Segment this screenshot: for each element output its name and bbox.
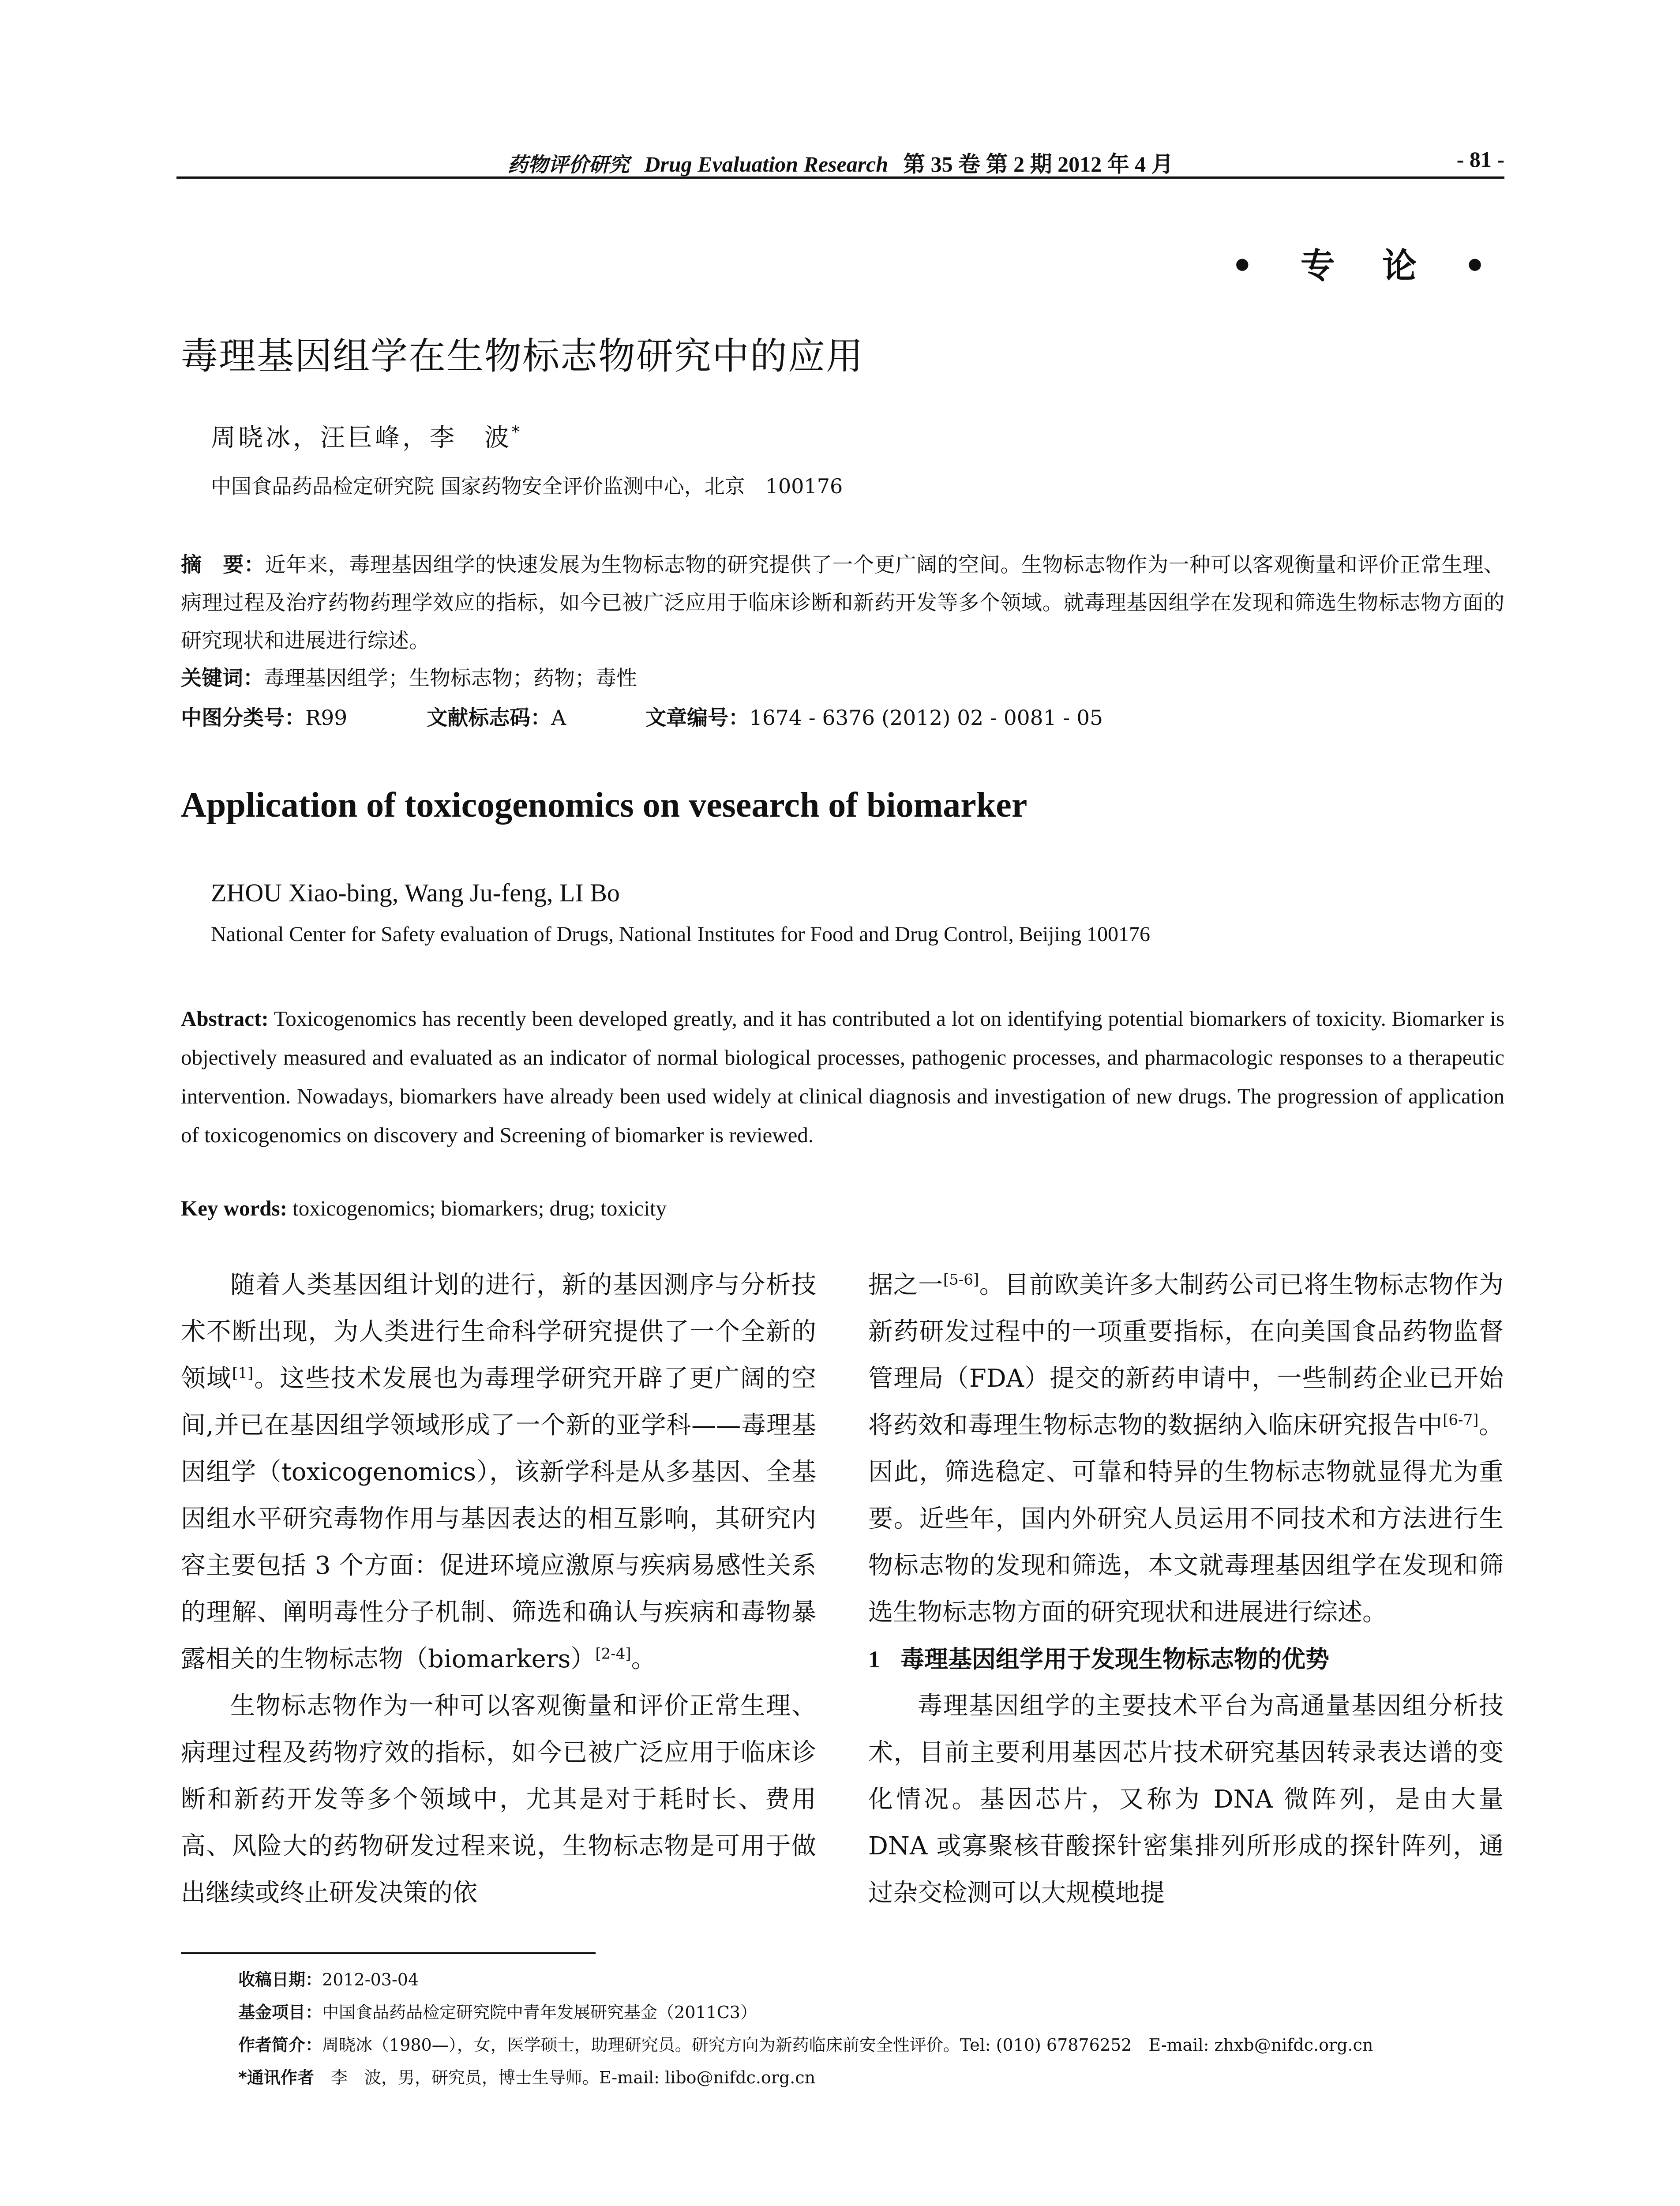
body-column-right	[868, 1262, 1504, 1917]
body-paragraph: 生物标志物作为一种可以客观衡量和评价正常生理、病理过程及药物疗效的指标，如今已被广泛应用于临床诊断和新药开发等多个领域中，尤其是对于耗时长、费用高、风险大的药物研发过程来说，生物标志物是可用于做出继续或终止研发决策的依	[181, 1692, 816, 1907]
footnote-label: *通讯作者	[238, 2068, 314, 2087]
en-abstract-text: Toxicogenomics has recently been developed greatly, and it has contributed a lot on identifying potential biomarkers of toxicity. Biomarker is objectively measured and evaluated as an indicator of normal biological processes, pathogenic processes, and pharmacologic responses to a therapeutic intervention. Nowadays, biomarkers have already been used widely at clinical diagnosis and investigation of new drugs. The progression of application of toxicogenomics on discovery and Screening of biomarker is reviewed.	[181, 1006, 1504, 1147]
cn-keywords-text: 毒理基因组学；生物标志物；药物；毒性	[264, 666, 637, 690]
journal-cn-logo: 药物评价研究	[507, 153, 630, 176]
en-abstract-label: Abstract:	[181, 1006, 269, 1031]
footnote-text: 2012-03-04	[322, 1970, 419, 1989]
footnote-author	[238, 2029, 1509, 2061]
cn-classification	[181, 702, 1103, 731]
section-number: 1	[868, 1646, 880, 1673]
cn-author-names: 周晓冰，汪巨峰，李 波	[211, 424, 512, 452]
cn-keywords-label: 关键词：	[181, 666, 264, 690]
body-text: 。	[631, 1645, 656, 1673]
en-keywords-text: toxicogenomics; biomarkers; drug; toxicity	[292, 1196, 667, 1220]
en-keywords-label: Key words:	[181, 1196, 287, 1220]
class-label: 中图分类号：	[181, 706, 305, 730]
journal-info	[176, 146, 1504, 178]
body-column-left	[181, 1262, 816, 1917]
footnote-corresponding	[238, 2061, 1509, 2094]
doc-code-value: A	[551, 706, 566, 730]
citation[interactable]: [1]	[232, 1364, 254, 1382]
section-label: • 专 论 •	[1231, 246, 1504, 286]
cn-abstract-label: 摘 要：	[181, 553, 265, 577]
section-title: 毒理基因组学用于发现生物标志物的优势	[900, 1645, 1329, 1673]
cn-abstract-text: 近年来，毒理基因组学的快速发展为生物标志物的研究提供了一个更广阔的空间。生物标志物作为一种可以客观衡量和评价正常生理、病理过程及治疗药物药理学效应的指标，如今已被广泛应用于临床诊断和新药开发等多个领域。就毒理基因组学在发现和筛选生物标志物方面的研究现状和进展进行综述。	[181, 553, 1505, 653]
body-text: 。目前欧美许多大制药公司已将生物标志物作为新药研发过程中的一项重要指标，在向美国食品药物监督管理局（FDA）提交的新药申请中，一些制药企业已开始将药效和毒理生物标志物的数据纳入临床研究报告中	[868, 1271, 1504, 1440]
footnote-label: 收稿日期：	[238, 1970, 322, 1989]
en-affiliation: National Center for Safety evaluation of Drugs, National Institutes for Food and Drug Control, Beijing 100176	[211, 923, 1150, 946]
en-title: Application of toxicogenomics on vesearch of biomarker	[181, 786, 1028, 825]
footnote-label: 作者简介：	[238, 2035, 322, 2055]
citation[interactable]: [5-6]	[943, 1271, 979, 1289]
body-text: 。因此，筛选稳定、可靠和特异的生物标志物就显得尤为重要。近些年，国内外研究人员运用不同技术和方法进行生物标志物的发现和筛选，本文就毒理基因组学在发现和筛选生物标志物方面的研究现状和进展进行综述。	[868, 1411, 1504, 1627]
footnote-text: 中国食品药品检定研究院中青年发展研究基金（2011C3）	[322, 2003, 757, 2022]
body-text: 。这些技术发展也为毒理学研究开辟了更广阔的空间,并已在基因组学领域形成了一个新的亚学科——毒理基因组学（toxicogenomics），该新学科是从多基因、全基因组水平研究毒物作用与基因表达的相互影响，其研究内容主要包括 3 个方面：促进环境应激原与疾病易感性关系的理解、阐明毒性分子机制、筛选和确认与疾病和毒物暴露相关的生物标志物（biomarkers）	[181, 1364, 817, 1673]
en-keywords	[181, 1196, 667, 1221]
corresponding-mark: *	[512, 423, 522, 442]
footnotes	[238, 1963, 1509, 2094]
running-header	[176, 140, 1504, 176]
article-no-label: 文章编号：	[645, 706, 750, 730]
cn-title: 毒理基因组学在生物标志物研究中的应用	[181, 334, 864, 378]
footnote-text: 周晓冰（1980—），女，医学硕士，助理研究员。研究方向为新药临床前安全性评价。Tel: (010) 67876252 E-mail: zhxb@nifdc.org.cn	[322, 2035, 1373, 2055]
body-text: 随着人类基因组计划的进行，新的基因测序与分析技术不断出现，为人类进行生命科学研究提供了一个全新的领域	[181, 1271, 816, 1393]
en-authors: ZHOU Xiao-bing, Wang Ju-feng, LI Bo	[211, 878, 620, 907]
en-abstract	[181, 999, 1504, 1155]
footnote-label: 基金项目：	[238, 2003, 322, 2022]
body-paragraph: 毒理基因组学的主要技术平台为高通量基因组分析技术，目前主要利用基因芯片技术研究基因转录表达谱的变化情况。基因芯片，又称为 DNA 微阵列，是由大量 DNA 或寡聚核苷酸探针密集排列所形成的探针阵列，通过杂交检测可以大规模地提	[868, 1692, 1504, 1907]
body-paragraph	[868, 1262, 1504, 1636]
doc-code-label: 文献标志码：	[427, 706, 551, 730]
cn-keywords	[181, 662, 637, 691]
footnote-received	[238, 1963, 1509, 1996]
header-divider	[176, 176, 1504, 179]
cn-authors	[211, 418, 522, 454]
citation[interactable]: [6-7]	[1443, 1411, 1479, 1429]
body-paragraph	[181, 1262, 816, 1683]
section-heading	[868, 1636, 1504, 1683]
page-number: - 81 -	[1456, 147, 1504, 172]
body-text: 据之一	[868, 1271, 943, 1299]
journal-en-name: Drug Evaluation Research	[644, 152, 889, 176]
article-no-value: 1674 - 6376 (2012) 02 - 0081 - 05	[749, 706, 1103, 730]
cn-abstract	[181, 546, 1504, 660]
citation[interactable]: [2-4]	[595, 1645, 631, 1663]
footnote-fund	[238, 1996, 1509, 2029]
cn-affiliation: 中国食品药品检定研究院 国家药物安全评价监测中心，北京 100176	[211, 474, 843, 498]
footnote-divider	[181, 1952, 596, 1954]
issue-info: 第 35 卷 第 2 期 2012 年 4 月	[903, 152, 1174, 176]
footnote-text: 李 波，男，研究员，博士生导师。E-mail: libo@nifdc.org.cn	[314, 2068, 816, 2087]
class-value: R99	[305, 706, 348, 730]
